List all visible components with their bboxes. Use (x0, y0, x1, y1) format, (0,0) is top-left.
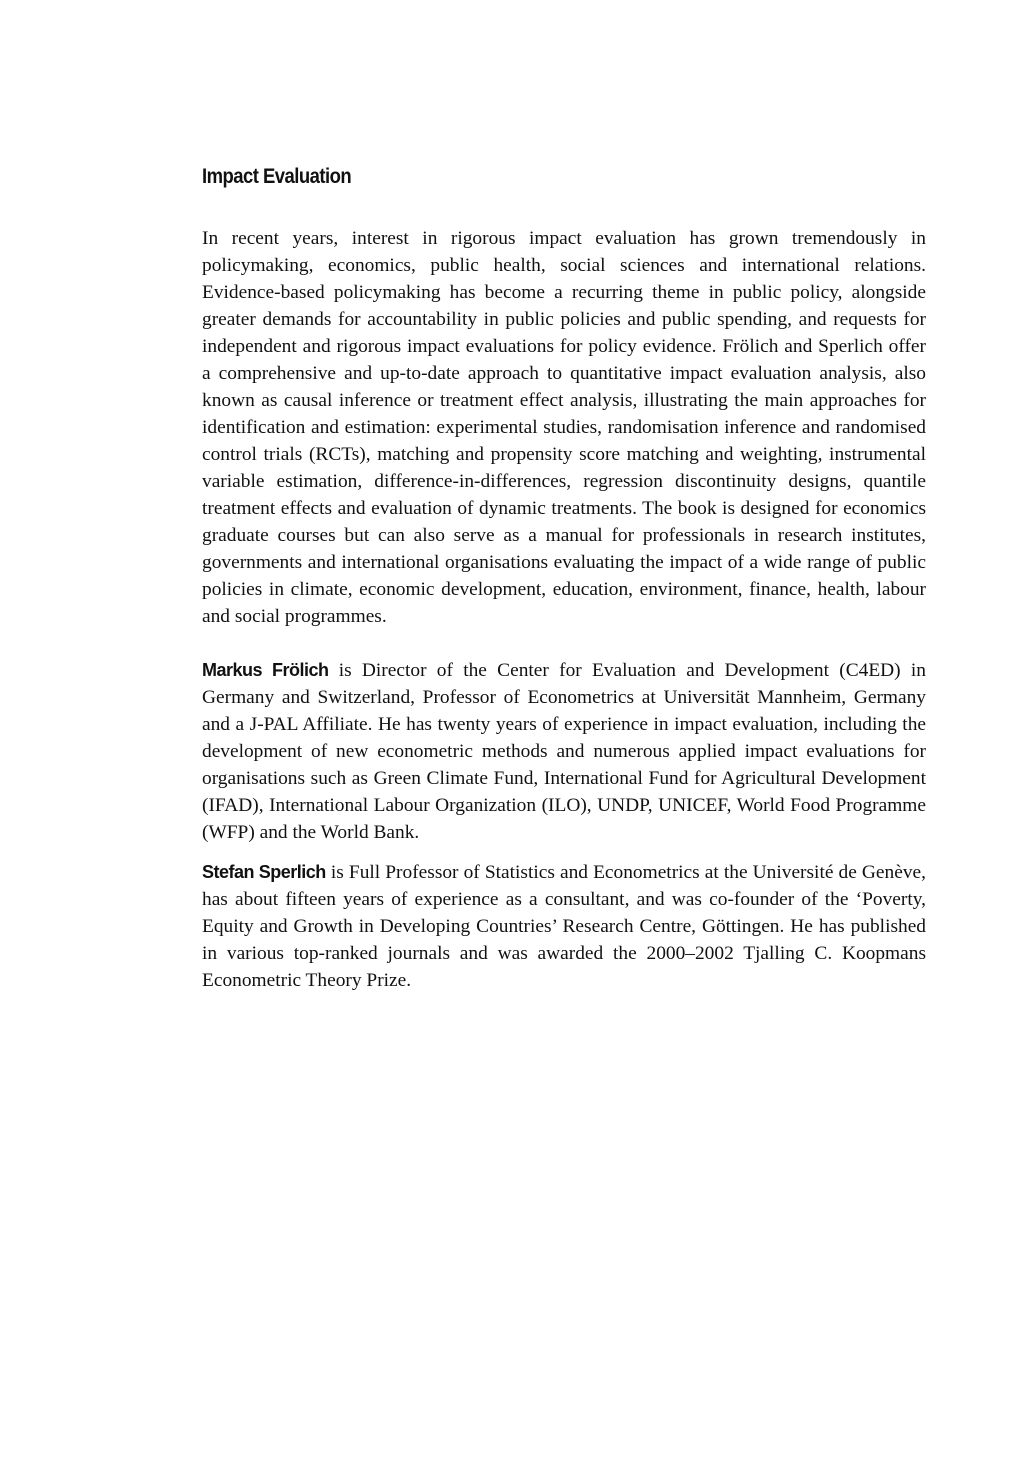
author-name: Stefan Sperlich (202, 862, 326, 882)
author-bio-text: is Full Professor of Statistics and Econometrics at the Université de Genève, has about fifteen years of experience as a consultant, and was co-founder of the ‘Poverty, Equity and Growth in Developing Countries’ Research Centre, Göttingen. He has published in various top-ranked journals and was awarded the 2000–2002 Tjalling C. Koopmans Econometric Theory Prize. (202, 862, 926, 991)
author-bio-frolich (202, 657, 926, 846)
book-description: In recent years, interest in rigorous impact evaluation has grown tremendously in policymaking, economics, public health, social sciences and international relations. Evidence-based policymaking has become a recurring theme in public policy, alongside greater demands for accountability in public policies and public spending, and requests for independent and rigorous impact evaluations for policy evidence. Frölich and Sperlich offer a comprehensive and up-to-date approach to quantitative impact evaluation analysis, also known as causal inference or treatment effect analysis, illustrating the main approaches for identification and estimation: experimental studies, randomisation inference and randomised control trials (RCTs), matching and propensity score matching and weighting, instrumental variable estimation, difference-in-differences, regression discontinuity designs, quantile treatment effects and evaluation of dynamic treatments. The book is designed for economics graduate courses but can also serve as a manual for professionals in research institutes, governments and international organisations evaluating the impact of a wide range of public policies in climate, economic development, education, environment, finance, health, labour and social programmes. (202, 228, 926, 627)
book-page (202, 163, 926, 994)
author-bio-sperlich (202, 859, 926, 994)
author-name: Markus Frölich (202, 660, 329, 680)
author-bio-text: is Director of the Center for Evaluation and Development (C4ED) in Germany and Switzerland, Professor of Econometrics at Universität Mannheim, Germany and a J-PAL Affiliate. He has twenty years of experience in impact evaluation, including the development of new econometric methods and numerous applied impact evaluations for organisations such as Green Climate Fund, International Fund for Agricultural Development (IFAD), International Labour Organization (ILO), UNDP, UNICEF, World Food Programme (WFP) and the World Bank. (202, 660, 926, 843)
page-title: Impact Evaluation (202, 165, 352, 188)
